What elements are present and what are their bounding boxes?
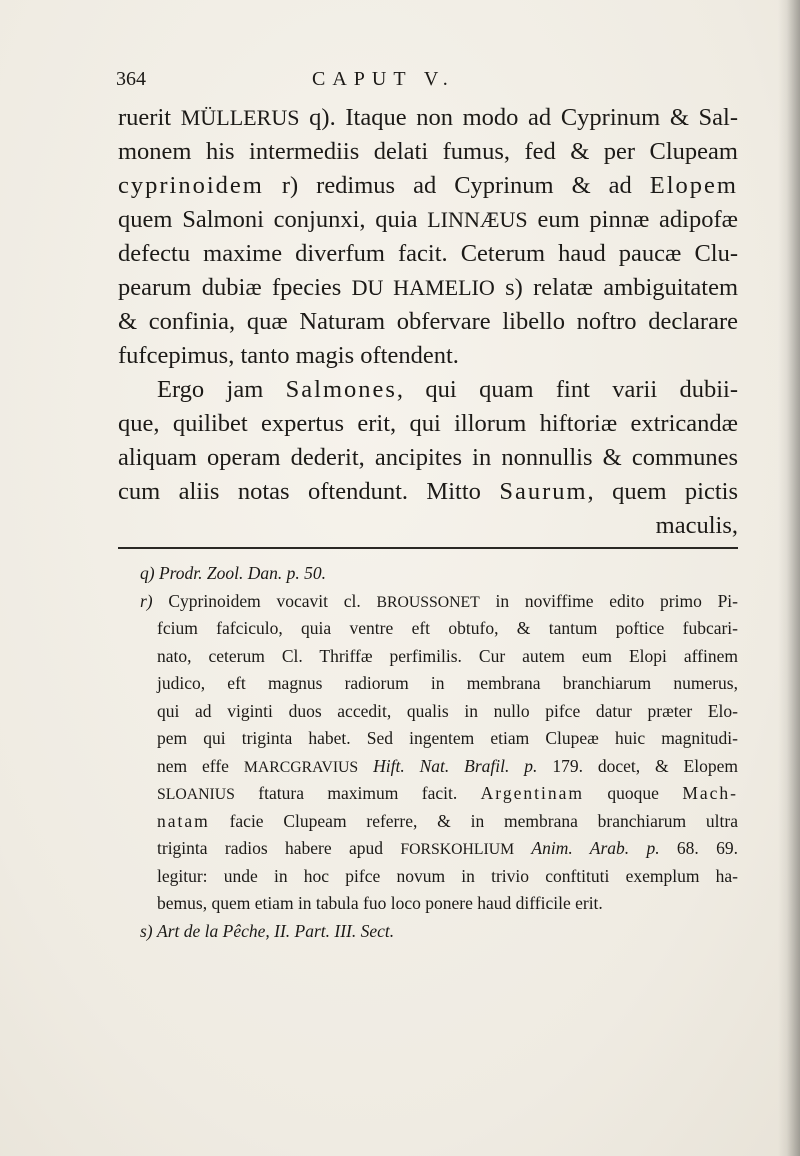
footnote-line: judico, eft magnus radiorum in membrana branchiarum numerus, (157, 673, 738, 693)
footnote-line: pem qui triginta habet. Sed ingentem etiam Clupeæ huic magnitudi- (157, 728, 738, 748)
footnote-line: triginta radios habere apud FORSKOHLIUM Anim. Arab. p. 68. 69. (157, 838, 739, 858)
footnote-line: nato, ceterum Cl. Thriffæ perfimilis. Cur autem eum Elopi affinem (157, 645, 738, 666)
author-name: MARCGRAVIUS (243, 758, 359, 776)
text-line: monem his intermediis delati fumus, fed & per Clupeam (118, 138, 738, 165)
author-name: BROUSSONET (376, 593, 480, 611)
page-number: 364 (116, 68, 146, 90)
footnote-line: legitur: unde in hoc pifce novum in trivio conftituti exemplum ha- (157, 865, 738, 886)
text-line: quem Salmoni conjunxi, quia LINNÆUS eum pinnæ adipofæ (118, 206, 738, 233)
text-line: aliquam operam dederit, ancipites in nonnullis & communes (118, 444, 738, 471)
genus-name: natam (157, 810, 210, 831)
genus-name: Mach- (682, 783, 738, 803)
author-name: SLOANIUS (157, 786, 235, 803)
text-line: Ergo jam Salmones, qui quam fint varii dubii- (157, 376, 739, 403)
main-text (118, 101, 738, 543)
catchword: maculis, (655, 512, 738, 539)
author-name: LINNÆUS (427, 207, 528, 232)
author-name: DU HAMELIO (351, 275, 495, 300)
footnote-r: r) Cyprinoidem vocavit cl. BROUSSONET in noviffime edito primo Pi- (140, 590, 738, 611)
genus-name: Saurum (499, 478, 588, 505)
text-line: pearum dubiæ fpecies DU HAMELIO s) relatæ ambiguitatem (118, 274, 738, 301)
citation: Anim. Arab. p. (531, 838, 660, 858)
footnote-line: qui ad viginti duos accedit, qualis in nullo pifce datur præter Elo- (157, 700, 738, 721)
footnote-q: q) Prodr. Zool. Dan. p. 50. (140, 563, 327, 583)
footnote-line: bemus, quem etiam in tabula fuo loco ponere haud difficile erit. (157, 893, 603, 913)
text-line: defectu maxime diverfum facit. Ceterum haud paucæ Clu- (118, 240, 738, 267)
footnote-line: fcium fafciculo, quia ventre eft obtufo, & tantum poftice fubcari- (157, 618, 738, 638)
page-edge-shadow (778, 0, 800, 1156)
genus-name: cyprinoidem (118, 172, 264, 199)
citation: Hift. Nat. Brafil. p. (373, 755, 538, 776)
genus-name: Salmones (285, 376, 397, 403)
running-head: CAPUT V. (312, 68, 455, 90)
footnotes (130, 560, 738, 945)
genus-name: Elopem (649, 172, 738, 199)
text-line: & confinia, quæ Naturam obfervare libello noftro declarare (118, 308, 738, 335)
author-name: FORSKOHLIUM (400, 841, 515, 858)
footnote-line: nem effe MARCGRAVIUS Hift. Nat. Brafil. p. 179. docet, & Elopem (157, 755, 738, 776)
footnote-line: SLOANIUS ftatura maximum facit. Argentinam quoque Mach- (157, 783, 738, 803)
footnote-line: natam facie Clupeam referre, & in membrana branchiarum ultra (157, 810, 738, 831)
text-line: cum aliis notas oftendunt. Mitto Saurum, quem pictis (118, 478, 739, 505)
author-name: MÜLLERUS (180, 105, 300, 130)
text-line: cyprinoidem r) redimus ad Cyprinum & ad Elopem (118, 172, 738, 199)
page-header (116, 68, 736, 98)
genus-name: Argentinam (480, 783, 584, 803)
footnote-separator (118, 547, 738, 549)
text-line: que, quilibet expertus erit, qui illorum hiftoriæ extricandæ (118, 410, 738, 437)
text-line: fufcepimus, tanto magis oftendent. (118, 342, 459, 369)
text-line: ruerit MÜLLERUS q). Itaque non modo ad Cyprinum & Sal- (118, 104, 738, 131)
footnote-s: s) Art de la Pêche, II. Part. III. Sect. (140, 920, 395, 941)
